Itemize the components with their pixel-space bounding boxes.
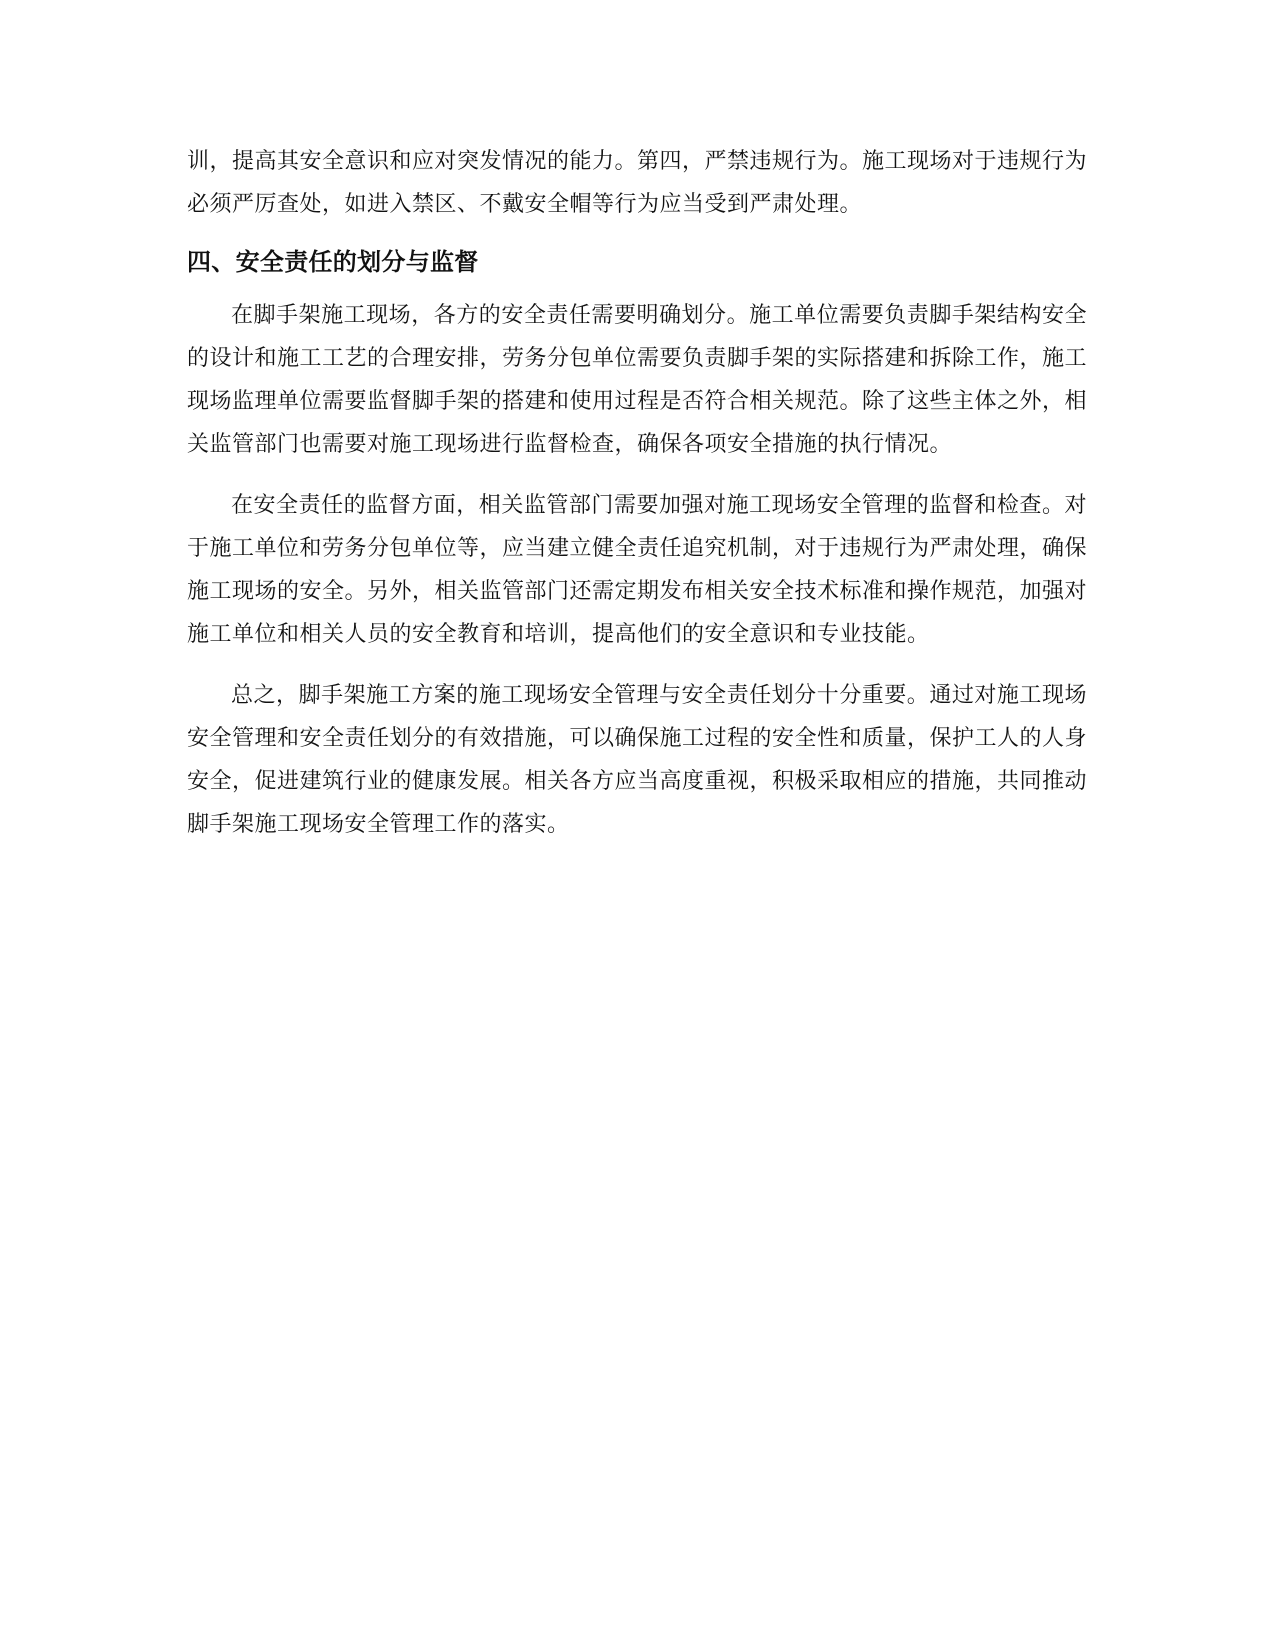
paragraph-responsibility-supervision: 在安全责任的监督方面，相关监管部门需要加强对施工现场安全管理的监督和检查。对于施工单位和劳务分包单位等，应当建立健全责任追究机制，对于违规行为严肃处理，确保施工现场的安全。另外，相关监管部门还需定期发布相关安全技术标准和操作规范，加强对施工单位和相关人员的安全教育和培训，提高他们的安全意识和专业技能。 — [187, 493, 1088, 647]
continued-paragraph: 训，提高其安全意识和应对突发情况的能力。第四，严禁违规行为。施工现场对于违规行为必须严厉查处，如进入禁区、不戴安全帽等行为应当受到严肃处理。 — [187, 149, 1088, 217]
paragraph-responsibility-division: 在脚手架施工现场，各方的安全责任需要明确划分。施工单位需要负责脚手架结构安全的设计和施工工艺的合理安排，劳务分包单位需要负责脚手架的实际搭建和拆除工作，施工现场监理单位需要监督脚手架的搭建和使用过程是否符合相关规范。除了这些主体之外，相关监管部门也需要对施工现场进行监督检查，确保各项安全措施的执行情况。 — [187, 303, 1088, 457]
document-body — [187, 140, 1087, 846]
section-heading: 四、安全责任的划分与监督 — [187, 248, 479, 276]
paragraph-conclusion: 总之，脚手架施工方案的施工现场安全管理与安全责任划分十分重要。通过对施工现场安全管理和安全责任划分的有效措施，可以确保施工过程的安全性和质量，保护工人的人身安全，促进建筑行业的健康发展。相关各方应当高度重视，积极采取相应的措施，共同推动脚手架施工现场安全管理工作的落实。 — [187, 683, 1088, 837]
